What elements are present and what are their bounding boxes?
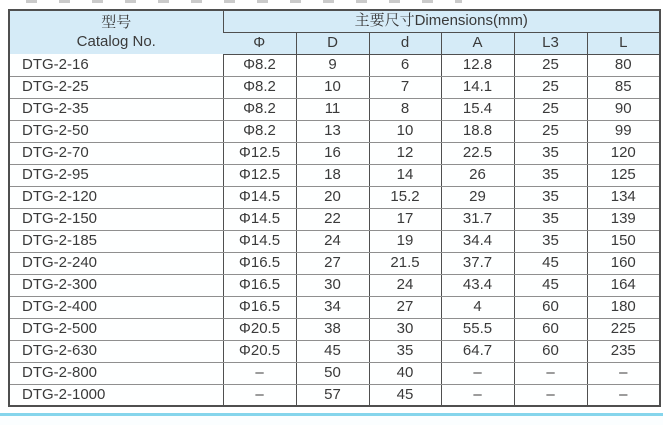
dimension-cell: 25 <box>514 98 587 120</box>
dimension-cell: 10 <box>369 120 441 142</box>
catalog-cell: DTG-2-95 <box>9 164 223 186</box>
catalog-cell: DTG-2-240 <box>9 252 223 274</box>
dimension-cell: 235 <box>587 340 660 362</box>
dimension-cell: 43.4 <box>441 274 514 296</box>
table-row <box>9 296 660 318</box>
dimension-cell: 12 <box>369 142 441 164</box>
dimension-cell: – <box>441 362 514 384</box>
dimension-cell: 45 <box>514 252 587 274</box>
catalog-cell: DTG-2-120 <box>9 186 223 208</box>
table-row <box>9 98 660 120</box>
dimension-cell: 45 <box>369 384 441 406</box>
dimension-cell: 37.7 <box>441 252 514 274</box>
dimension-cell: 50 <box>296 362 369 384</box>
dimension-cell: Φ20.5 <box>223 318 296 340</box>
dimension-cell: 35 <box>514 186 587 208</box>
table-row <box>9 318 660 340</box>
dimension-cell: Φ12.5 <box>223 142 296 164</box>
dimension-cell: 85 <box>587 76 660 98</box>
dimension-cell: 38 <box>296 318 369 340</box>
dimension-cell: 134 <box>587 186 660 208</box>
dimension-cell: 9 <box>296 54 369 76</box>
column-header-phi: Φ <box>223 32 296 54</box>
dimension-cell: 55.5 <box>441 318 514 340</box>
dimension-cell: 120 <box>587 142 660 164</box>
dimension-cell: 45 <box>296 340 369 362</box>
catalog-cell: DTG-2-500 <box>9 318 223 340</box>
dimension-cell: 35 <box>514 230 587 252</box>
dimension-cell: Φ12.5 <box>223 164 296 186</box>
dimension-cell: 24 <box>296 230 369 252</box>
dimension-cell: 225 <box>587 318 660 340</box>
table-row <box>9 164 660 186</box>
dimension-cell: 14 <box>369 164 441 186</box>
dimension-cell: Φ16.5 <box>223 296 296 318</box>
dimension-cell: 60 <box>514 318 587 340</box>
dimension-cell: 80 <box>587 54 660 76</box>
dimension-cell: 19 <box>369 230 441 252</box>
dimension-cell: 99 <box>587 120 660 142</box>
dimension-cell: 26 <box>441 164 514 186</box>
table-row <box>9 384 660 406</box>
table-row <box>9 274 660 296</box>
dimension-cell: 18 <box>296 164 369 186</box>
dimension-cell: 35 <box>514 142 587 164</box>
dimension-cell: 25 <box>514 120 587 142</box>
dimension-cell: 22 <box>296 208 369 230</box>
table-row <box>9 252 660 274</box>
dimension-cell: Φ8.2 <box>223 98 296 120</box>
table-row <box>9 230 660 252</box>
dimension-cell: 180 <box>587 296 660 318</box>
dimension-cell: 29 <box>441 186 514 208</box>
dimensions-table <box>8 9 661 407</box>
dimension-cell: 40 <box>369 362 441 384</box>
table-row <box>9 362 660 384</box>
dimension-cell: 15.4 <box>441 98 514 120</box>
dimension-cell: 34.4 <box>441 230 514 252</box>
dimensions-title: 主要尺寸Dimensions(mm) <box>223 10 660 32</box>
dimension-cell: 35 <box>514 164 587 186</box>
dimension-cell: 34 <box>296 296 369 318</box>
table-row <box>9 142 660 164</box>
dimension-cell: 27 <box>296 252 369 274</box>
dimension-cell: 15.2 <box>369 186 441 208</box>
footer-strip <box>0 416 663 425</box>
dimension-cell: 7 <box>369 76 441 98</box>
catalog-header-en: Catalog No. <box>76 32 156 50</box>
dimension-cell: 35 <box>514 208 587 230</box>
catalog-column-header <box>9 10 223 54</box>
dimension-cell: 125 <box>587 164 660 186</box>
dimension-cell: 64.7 <box>441 340 514 362</box>
dimension-cell: 57 <box>296 384 369 406</box>
catalog-cell: DTG-2-1000 <box>9 384 223 406</box>
dimension-cell: 14.1 <box>441 76 514 98</box>
dimension-cell: 13 <box>296 120 369 142</box>
dimension-cell: 164 <box>587 274 660 296</box>
dimension-cell: – <box>514 362 587 384</box>
dimension-cell: 25 <box>514 54 587 76</box>
catalog-cell: DTG-2-50 <box>9 120 223 142</box>
catalog-cell: DTG-2-16 <box>9 54 223 76</box>
dimension-cell: 30 <box>296 274 369 296</box>
dimension-cell: Φ14.5 <box>223 230 296 252</box>
dimension-cell: 160 <box>587 252 660 274</box>
dimension-cell: 20 <box>296 186 369 208</box>
dimension-cell: 18.8 <box>441 120 514 142</box>
column-header-d: d <box>369 32 441 54</box>
catalog-cell: DTG-2-300 <box>9 274 223 296</box>
dimension-cell: 12.8 <box>441 54 514 76</box>
catalog-cell: DTG-2-150 <box>9 208 223 230</box>
dimension-cell: Φ8.2 <box>223 120 296 142</box>
column-header-L: L <box>587 32 660 54</box>
dimension-cell: 31.7 <box>441 208 514 230</box>
dimension-cell: 35 <box>369 340 441 362</box>
dimension-cell: 4 <box>441 296 514 318</box>
dimension-cell: – <box>514 384 587 406</box>
dimension-cell: – <box>223 384 296 406</box>
dimension-cell: 90 <box>587 98 660 120</box>
column-header-D: D <box>296 32 369 54</box>
dimension-cell: 22.5 <box>441 142 514 164</box>
dimension-cell: 10 <box>296 76 369 98</box>
catalog-cell: DTG-2-185 <box>9 230 223 252</box>
cropped-text-remnant <box>26 0 462 3</box>
catalog-header-cn: 型号 <box>101 14 132 31</box>
catalog-cell: DTG-2-35 <box>9 98 223 120</box>
dimension-cell: Φ14.5 <box>223 186 296 208</box>
column-header-L3: L3 <box>514 32 587 54</box>
catalog-cell: DTG-2-800 <box>9 362 223 384</box>
dimension-cell: Φ16.5 <box>223 252 296 274</box>
table-row <box>9 120 660 142</box>
table-row <box>9 340 660 362</box>
header-row-title <box>9 10 660 32</box>
dimension-cell: 150 <box>587 230 660 252</box>
dimension-cell: 21.5 <box>369 252 441 274</box>
table-row <box>9 208 660 230</box>
dimension-cell: Φ16.5 <box>223 274 296 296</box>
dimension-cell: 27 <box>369 296 441 318</box>
table-body <box>9 54 660 406</box>
dimension-cell: 25 <box>514 76 587 98</box>
dimension-cell: – <box>587 384 660 406</box>
dimension-cell: Φ8.2 <box>223 54 296 76</box>
dimension-cell: Φ8.2 <box>223 76 296 98</box>
table-row <box>9 76 660 98</box>
dimension-cell: Φ14.5 <box>223 208 296 230</box>
dimension-cell: – <box>441 384 514 406</box>
catalog-cell: DTG-2-630 <box>9 340 223 362</box>
table-row <box>9 186 660 208</box>
dimension-cell: 11 <box>296 98 369 120</box>
dimension-cell: 17 <box>369 208 441 230</box>
column-header-A: A <box>441 32 514 54</box>
dimension-cell: – <box>587 362 660 384</box>
catalog-cell: DTG-2-70 <box>9 142 223 164</box>
table-row <box>9 54 660 76</box>
dimension-cell: 16 <box>296 142 369 164</box>
dimension-cell: 60 <box>514 296 587 318</box>
catalog-cell: DTG-2-25 <box>9 76 223 98</box>
dimension-cell: 45 <box>514 274 587 296</box>
dimension-cell: Φ20.5 <box>223 340 296 362</box>
catalog-cell: DTG-2-400 <box>9 296 223 318</box>
dimension-cell: 8 <box>369 98 441 120</box>
dimension-cell: – <box>223 362 296 384</box>
dimension-cell: 6 <box>369 54 441 76</box>
dimension-cell: 24 <box>369 274 441 296</box>
dimension-cell: 60 <box>514 340 587 362</box>
dimension-cell: 30 <box>369 318 441 340</box>
dimension-cell: 139 <box>587 208 660 230</box>
